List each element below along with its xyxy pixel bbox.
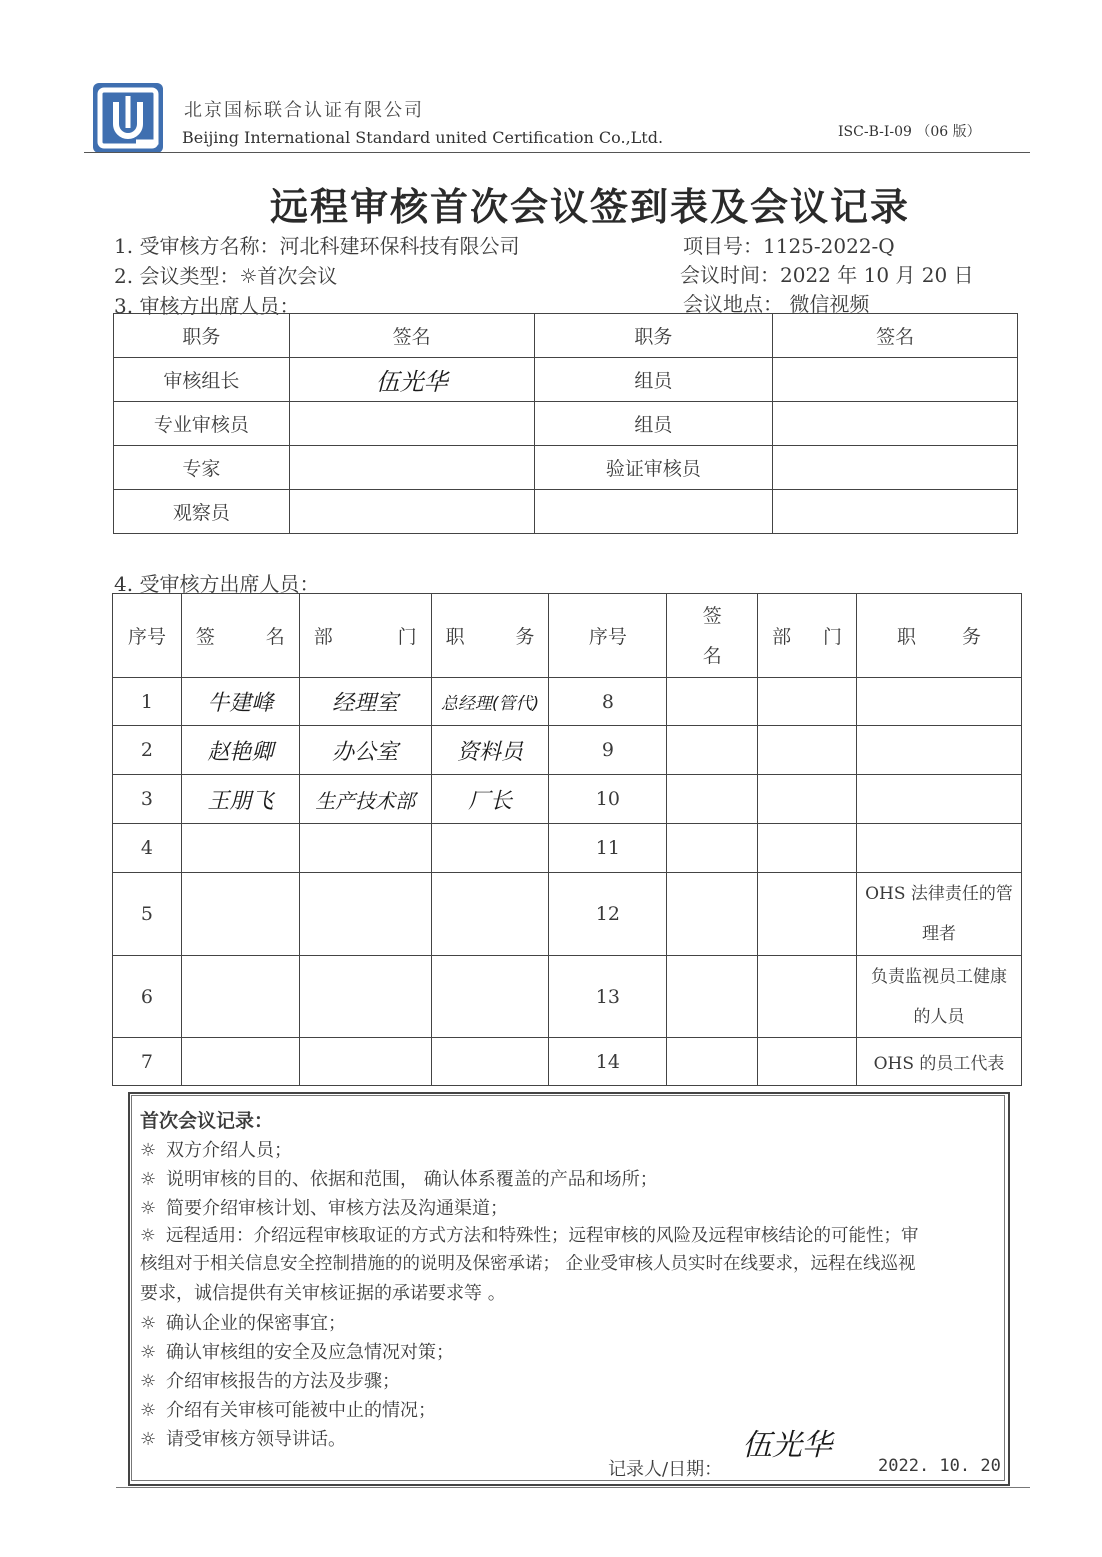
duty-cell: OHS 的员工代表 bbox=[857, 1038, 1022, 1086]
dept-cell bbox=[758, 726, 857, 775]
dept-cell bbox=[758, 1038, 857, 1086]
signature-cell bbox=[773, 358, 1018, 402]
sun-bullet-icon: ☼ bbox=[140, 1169, 157, 1190]
duty-cell bbox=[857, 678, 1022, 726]
dept-cell bbox=[299, 956, 431, 1038]
header-dept: 部 门 bbox=[299, 594, 431, 678]
header-duty-2: 职 务 bbox=[857, 594, 1022, 678]
row-no: 3 bbox=[113, 775, 182, 824]
duty-cell bbox=[857, 726, 1022, 775]
dept-cell: 办公室 bbox=[299, 726, 431, 775]
signature-cell bbox=[667, 726, 758, 775]
company-name-cn: 北京国标联合认证有限公司 bbox=[184, 100, 424, 121]
auditee-name-line: 1. 受审核方名称：河北科建环保科技有限公司 bbox=[114, 234, 520, 258]
header-sign: 签 名 bbox=[181, 594, 299, 678]
duty-cell bbox=[857, 824, 1022, 873]
header-divider bbox=[84, 152, 1030, 153]
duty-cell bbox=[431, 873, 549, 956]
record-item: ☼ 确认审核组的安全及应急情况对策； bbox=[140, 1342, 454, 1363]
header-no: 序号 bbox=[113, 594, 182, 678]
meeting-type-line: 2. 会议类型：☼首次会议 bbox=[114, 264, 338, 288]
sun-bullet-icon: ☼ bbox=[140, 1313, 157, 1334]
signature-cell bbox=[181, 873, 299, 956]
sun-bullet-icon: ☼ bbox=[140, 1371, 157, 1392]
signature-cell: 王朋飞 bbox=[181, 775, 299, 824]
record-item: ☼ 简要介绍审核计划、审核方法及沟通渠道； bbox=[140, 1198, 508, 1219]
table-row bbox=[113, 956, 1022, 1038]
signature-cell bbox=[667, 956, 758, 1038]
row-no: 11 bbox=[549, 824, 667, 873]
auditor-signin-table bbox=[113, 313, 1018, 534]
record-date: 2022. 10. 20 bbox=[878, 1456, 1001, 1476]
sun-bullet-icon: ☼ bbox=[140, 1400, 157, 1421]
role-cell: 专家 bbox=[114, 446, 290, 490]
header-sign: 签名 bbox=[289, 314, 534, 358]
role-cell: 验证审核员 bbox=[534, 446, 773, 490]
signature-cell bbox=[289, 446, 534, 490]
record-item: ☼ 介绍审核报告的方法及步骤； bbox=[140, 1371, 400, 1392]
sun-bullet-icon: ☼ bbox=[140, 1342, 157, 1363]
sun-bullet-icon: ☼ bbox=[140, 1429, 157, 1450]
header-role: 职务 bbox=[114, 314, 290, 358]
record-item: ☼ 说明审核的目的、依据和范围， 确认体系覆盖的产品和场所； bbox=[140, 1169, 658, 1190]
auditor-attendees-line: 3. 审核方出席人员： bbox=[114, 294, 300, 318]
table-row bbox=[113, 678, 1022, 726]
signature-cell bbox=[181, 1038, 299, 1086]
signature-cell bbox=[773, 402, 1018, 446]
recorder-signature: 伍光华 bbox=[742, 1428, 832, 1463]
signature-cell bbox=[667, 1038, 758, 1086]
duty-cell: 资料员 bbox=[431, 726, 549, 775]
dept-cell bbox=[299, 824, 431, 873]
header-dept-2: 部 门 bbox=[758, 594, 857, 678]
record-item: ☼ 请受审核方领导讲话。 bbox=[140, 1429, 346, 1450]
table-row bbox=[113, 726, 1022, 775]
sun-bullet-icon: ☼ bbox=[140, 1140, 157, 1161]
dept-cell: 生产技术部 bbox=[299, 775, 431, 824]
dept-cell bbox=[758, 775, 857, 824]
duty-cell: OHS 法律责任的管 理者 bbox=[857, 873, 1022, 956]
role-cell: 观察员 bbox=[114, 490, 290, 534]
record-title: 首次会议记录： bbox=[140, 1110, 274, 1132]
duty-cell: 总经理(管代) bbox=[431, 678, 549, 726]
role-cell: 组员 bbox=[534, 358, 773, 402]
dept-cell bbox=[758, 956, 857, 1038]
dept-cell bbox=[758, 873, 857, 956]
role-cell: 审核组长 bbox=[114, 358, 290, 402]
duty-cell: 厂长 bbox=[431, 775, 549, 824]
table-row bbox=[113, 775, 1022, 824]
row-no: 1 bbox=[113, 678, 182, 726]
record-item: ☼ 远程适用：介绍远程审核取证的方式方法和特殊性；远程审核的风险及远程审核结论的可能性；审 bbox=[140, 1226, 919, 1246]
row-no: 2 bbox=[113, 726, 182, 775]
role-cell bbox=[534, 490, 773, 534]
company-name-en: Beijing International Standard united Certification Co.,Ltd. bbox=[182, 128, 664, 147]
table-row bbox=[113, 824, 1022, 873]
role-cell: 专业审核员 bbox=[114, 402, 290, 446]
auditee-signin-table bbox=[112, 593, 1022, 1086]
row-no: 4 bbox=[113, 824, 182, 873]
signature-cell: 赵艳卿 bbox=[181, 726, 299, 775]
row-no: 14 bbox=[549, 1038, 667, 1086]
row-no: 8 bbox=[549, 678, 667, 726]
meeting-place: 会议地点： 微信视频 bbox=[683, 292, 870, 316]
signature-cell bbox=[289, 490, 534, 534]
row-no: 7 bbox=[113, 1038, 182, 1086]
recorder-label: 记录人/日期： bbox=[608, 1459, 723, 1480]
project-number: 项目号：1125-2022-Q bbox=[683, 234, 895, 258]
duty-cell bbox=[857, 775, 1022, 824]
row-no: 5 bbox=[113, 873, 182, 956]
table-row bbox=[113, 1038, 1022, 1086]
dept-cell bbox=[299, 873, 431, 956]
header-no-2: 序号 bbox=[549, 594, 667, 678]
signature-cell bbox=[181, 824, 299, 873]
sun-bullet-icon: ☼ bbox=[140, 1198, 157, 1219]
signature-cell bbox=[289, 402, 534, 446]
row-no: 6 bbox=[113, 956, 182, 1038]
row-no: 9 bbox=[549, 726, 667, 775]
signature-cell bbox=[667, 775, 758, 824]
signature-cell bbox=[667, 824, 758, 873]
header-role: 职务 bbox=[534, 314, 773, 358]
signature-cell: 牛建峰 bbox=[181, 678, 299, 726]
footer-divider bbox=[116, 1487, 1030, 1488]
record-item: ☼ 双方介绍人员； bbox=[140, 1140, 292, 1161]
header-sign-2: 签 名 bbox=[667, 594, 758, 678]
dept-cell bbox=[758, 824, 857, 873]
record-item: ☼ 介绍有关审核可能被中止的情况； bbox=[140, 1400, 436, 1421]
page-title: 远程审核首次会议签到表及会议记录 bbox=[269, 185, 910, 229]
row-no: 10 bbox=[549, 775, 667, 824]
signature-cell bbox=[667, 873, 758, 956]
role-cell: 组员 bbox=[534, 402, 773, 446]
dept-cell: 经理室 bbox=[299, 678, 431, 726]
signature-cell bbox=[667, 678, 758, 726]
record-item-continued: 核组对于相关信息安全控制措施的的说明及保密承诺； 企业受审核人员实时在线要求，远程在线巡视 bbox=[140, 1254, 916, 1274]
header-sign: 签名 bbox=[773, 314, 1018, 358]
signature-cell bbox=[773, 446, 1018, 490]
record-item-continued: 要求，诚信提供有关审核证据的承诺要求等 。 bbox=[140, 1283, 506, 1304]
header-duty: 职 务 bbox=[431, 594, 549, 678]
duty-cell bbox=[431, 1038, 549, 1086]
duty-cell bbox=[431, 956, 549, 1038]
duty-cell: 负责监视员工健康 的人员 bbox=[857, 956, 1022, 1038]
signature-cell bbox=[181, 956, 299, 1038]
signature-cell bbox=[773, 490, 1018, 534]
company-logo bbox=[92, 82, 164, 154]
document-code: ISC-B-I-09 （06 版） bbox=[838, 124, 981, 140]
row-no: 13 bbox=[549, 956, 667, 1038]
row-no: 12 bbox=[549, 873, 667, 956]
duty-cell bbox=[431, 824, 549, 873]
auditee-attendees-heading: 4. 受审核方出席人员： bbox=[114, 572, 320, 596]
signature-cell: 伍光华 bbox=[289, 358, 534, 402]
table-row bbox=[113, 873, 1022, 956]
dept-cell bbox=[299, 1038, 431, 1086]
sun-bullet-icon: ☼ bbox=[140, 1226, 156, 1246]
dept-cell bbox=[758, 678, 857, 726]
record-item: ☼ 确认企业的保密事宜； bbox=[140, 1313, 346, 1334]
meeting-time: 会议时间：2022 年 10 月 20 日 bbox=[680, 263, 974, 287]
